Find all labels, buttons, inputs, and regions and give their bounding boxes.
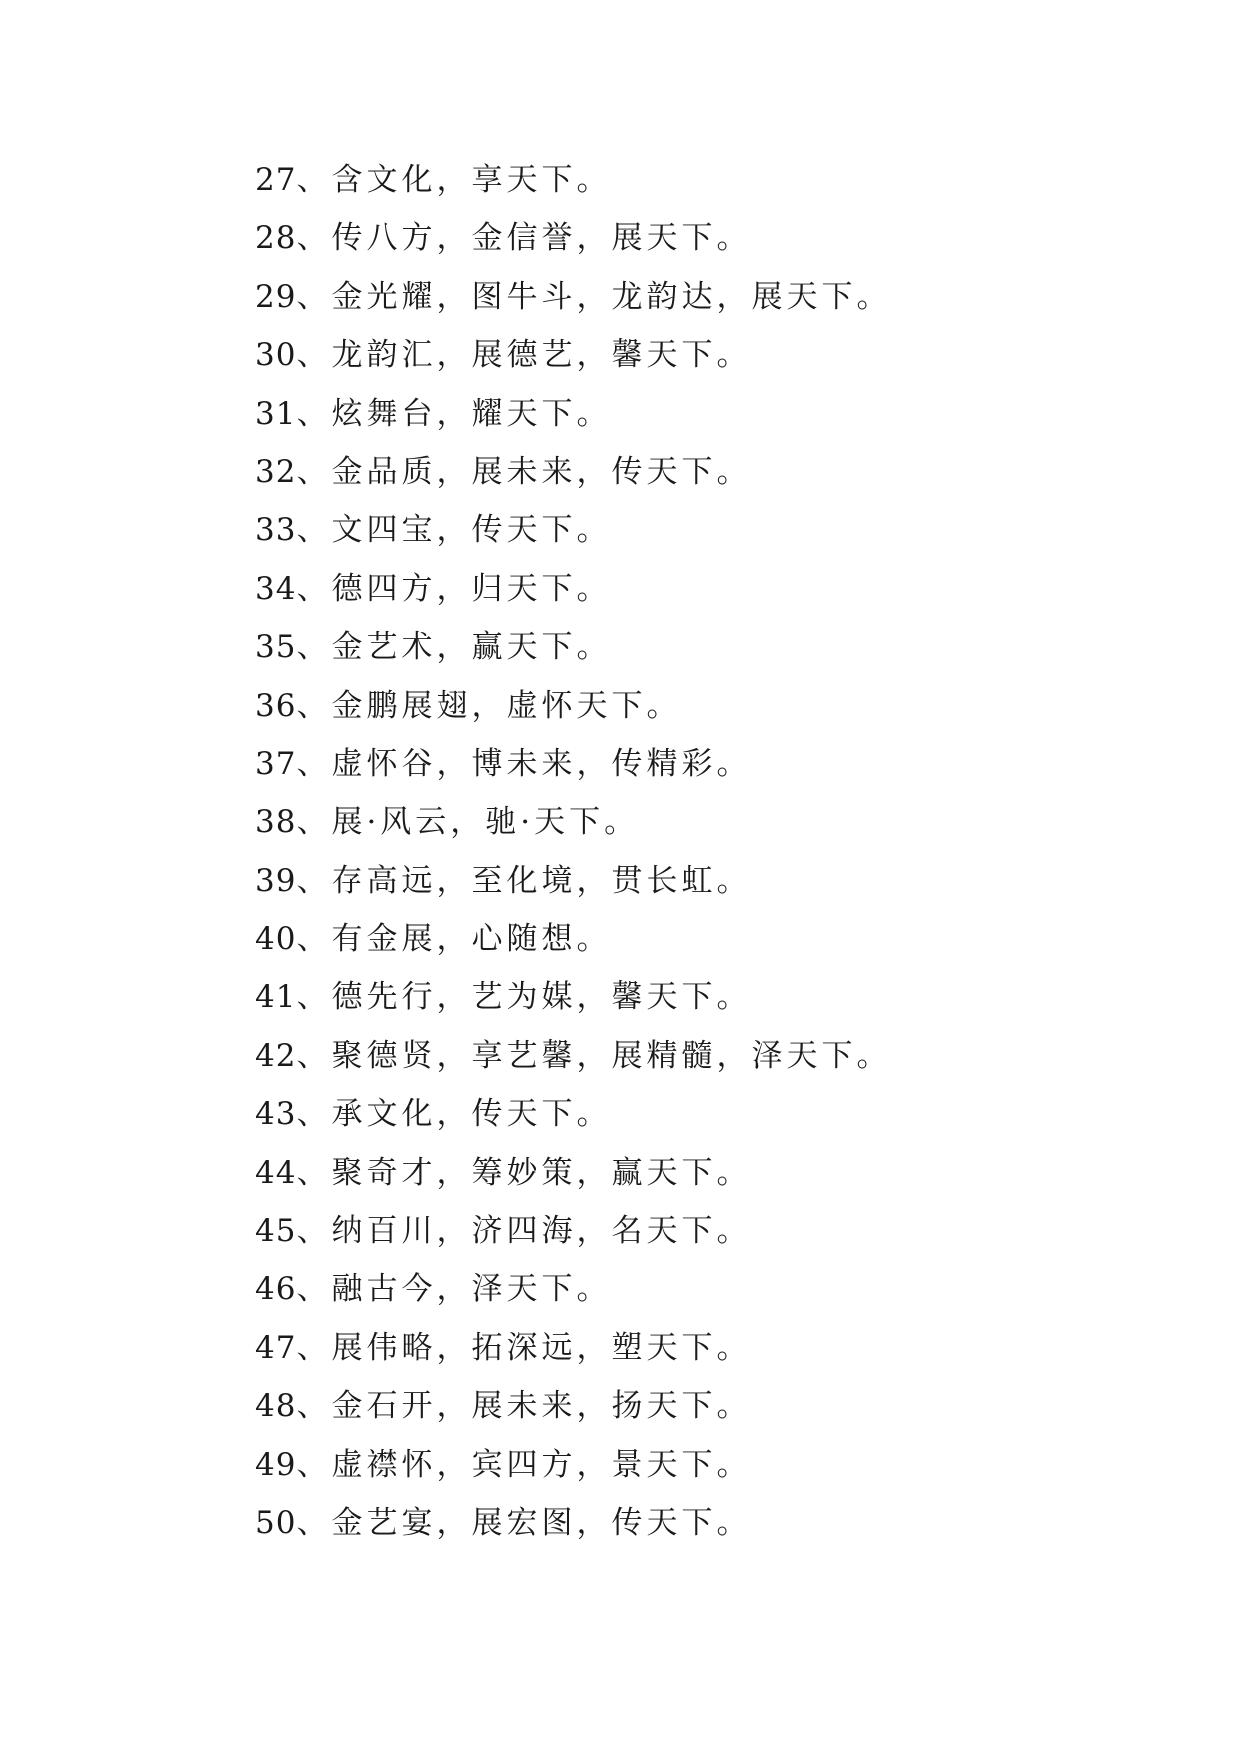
list-item bbox=[255, 218, 891, 276]
list-item bbox=[255, 277, 891, 335]
item-text: 、德四方，归天下。 bbox=[296, 570, 612, 607]
list-item bbox=[255, 1269, 891, 1327]
list-item bbox=[255, 1386, 891, 1444]
item-text: 、德先行，艺为媒，馨天下。 bbox=[296, 979, 752, 1016]
item-text: 、聚奇才，筹妙策，赢天下。 bbox=[296, 1154, 752, 1191]
item-text: 、纳百川，济四海，名天下。 bbox=[296, 1213, 752, 1250]
item-text: 、炫舞台，耀天下。 bbox=[296, 395, 612, 432]
item-number: 35 bbox=[255, 629, 297, 666]
item-number: 49 bbox=[255, 1446, 297, 1483]
item-number: 47 bbox=[255, 1329, 297, 1366]
list-item bbox=[255, 394, 891, 452]
item-number: 36 bbox=[255, 687, 297, 724]
item-number: 44 bbox=[255, 1154, 297, 1191]
list-item bbox=[255, 569, 891, 627]
item-text: 、金鹏展翅，虚怀天下。 bbox=[296, 687, 682, 724]
item-number: 41 bbox=[255, 979, 297, 1016]
item-number: 31 bbox=[255, 395, 297, 432]
list-item bbox=[255, 1153, 891, 1211]
item-number: 50 bbox=[255, 1504, 297, 1541]
item-number: 40 bbox=[255, 921, 297, 958]
item-text: 、金艺宴，展宏图，传天下。 bbox=[296, 1504, 752, 1541]
item-text: 、展·风云，驰·天下。 bbox=[296, 804, 640, 841]
list-item bbox=[255, 335, 891, 393]
list-item bbox=[255, 1328, 891, 1386]
item-number: 43 bbox=[255, 1096, 297, 1133]
item-number: 28 bbox=[255, 220, 297, 257]
item-text: 、融古今，泽天下。 bbox=[296, 1271, 612, 1308]
list-item bbox=[255, 627, 891, 685]
item-number: 32 bbox=[255, 453, 297, 490]
list-item bbox=[255, 744, 891, 802]
item-number: 46 bbox=[255, 1271, 297, 1308]
item-text: 、金品质，展未来，传天下。 bbox=[296, 453, 752, 490]
item-number: 38 bbox=[255, 804, 297, 841]
list-item bbox=[255, 1445, 891, 1503]
list-item bbox=[255, 977, 891, 1035]
item-number: 48 bbox=[255, 1388, 297, 1425]
item-text: 、展伟略，拓深远，塑天下。 bbox=[296, 1329, 752, 1366]
item-text: 、龙韵汇，展德艺，馨天下。 bbox=[296, 337, 752, 374]
list-item bbox=[255, 1036, 891, 1094]
item-number: 30 bbox=[255, 337, 297, 374]
item-text: 、金石开，展未来，扬天下。 bbox=[296, 1388, 752, 1425]
item-text: 、含文化，享天下。 bbox=[296, 162, 612, 198]
item-text: 、存高远，至化境，贯长虹。 bbox=[296, 862, 752, 899]
item-number: 39 bbox=[255, 862, 297, 899]
slogan-list bbox=[255, 160, 891, 1561]
item-number: 27 bbox=[255, 162, 297, 198]
item-number: 33 bbox=[255, 512, 297, 549]
list-item bbox=[255, 861, 891, 919]
list-item bbox=[255, 686, 891, 744]
list-item bbox=[255, 510, 891, 568]
item-text: 、文四宝，传天下。 bbox=[296, 512, 612, 549]
item-text: 、有金展，心随想。 bbox=[296, 921, 612, 958]
list-item bbox=[255, 1503, 891, 1561]
item-text: 、金光耀，图牛斗，龙韵达，展天下。 bbox=[296, 278, 892, 315]
list-item bbox=[255, 1094, 891, 1152]
item-number: 42 bbox=[255, 1037, 297, 1074]
item-text: 、承文化，传天下。 bbox=[296, 1096, 612, 1133]
list-item bbox=[255, 160, 891, 218]
item-text: 、传八方，金信誉，展天下。 bbox=[296, 220, 752, 257]
list-item bbox=[255, 1211, 891, 1269]
list-item bbox=[255, 802, 891, 860]
item-text: 、虚襟怀，宾四方，景天下。 bbox=[296, 1446, 752, 1483]
item-text: 、聚德贤，享艺馨，展精髓，泽天下。 bbox=[296, 1037, 892, 1074]
item-number: 29 bbox=[255, 278, 297, 315]
list-item bbox=[255, 452, 891, 510]
item-number: 37 bbox=[255, 745, 297, 782]
item-text: 、虚怀谷，博未来，传精彩。 bbox=[296, 745, 752, 782]
item-number: 45 bbox=[255, 1213, 297, 1250]
item-number: 34 bbox=[255, 570, 297, 607]
item-text: 、金艺术，赢天下。 bbox=[296, 629, 612, 666]
list-item bbox=[255, 919, 891, 977]
